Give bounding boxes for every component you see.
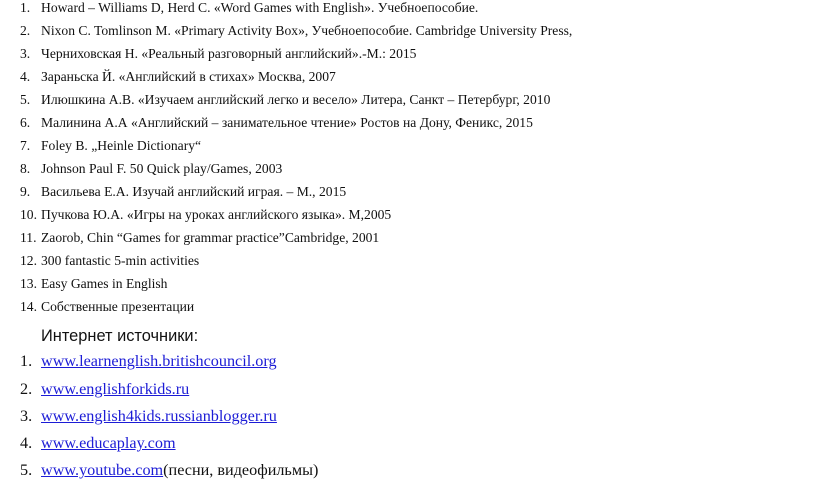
link-learnenglish[interactable]: www.learnenglish.britishcouncil.org — [41, 352, 277, 370]
link-number: 4. — [20, 434, 33, 452]
item-number: 4. — [20, 69, 31, 84]
item-text: Foley B. „Heinle Dictionary“ — [41, 138, 202, 153]
link-youtube[interactable]: www.youtube.com — [41, 461, 164, 479]
item-number: 12. — [20, 253, 37, 268]
item-number: 7. — [20, 138, 31, 153]
item-number: 2. — [20, 23, 31, 38]
internet-sources-heading: Интернет источники: — [41, 327, 199, 345]
item-number: 11. — [20, 230, 37, 245]
link-number: 2. — [20, 380, 33, 398]
item-text: Малинина А.А «Английский – занимательное чтение» Ростов на Дону, Феникс, 2015 — [41, 115, 533, 130]
link-number: 3. — [20, 407, 33, 425]
item-text: Easy Games in English — [41, 276, 168, 291]
item-number: 8. — [20, 161, 31, 176]
item-text: Зараньска Й. «Английский в стихах» Москва, 2007 — [41, 69, 336, 84]
item-number: 13. — [20, 276, 37, 291]
item-number: 3. — [20, 46, 31, 61]
item-number: 5. — [20, 92, 31, 107]
item-number: 1. — [20, 0, 31, 15]
item-number: 9. — [20, 184, 31, 199]
item-text: Васильева Е.А. Изучай английский играя. – М., 2015 — [41, 184, 347, 199]
item-text: 300 fantastic 5-min activities — [41, 253, 200, 268]
item-text: Черниховская Н. «Реальный разговорный английский».-М.: 2015 — [41, 46, 417, 61]
link-englishforkids[interactable]: www.englishforkids.ru — [41, 380, 190, 398]
item-number: 14. — [20, 299, 37, 314]
link-number: 1. — [20, 352, 33, 370]
item-text: Собственные презентации — [41, 299, 195, 314]
link-english4kids[interactable]: www.english4kids.russianblogger.ru — [41, 407, 277, 425]
item-text: Johnson Paul F. 50 Quick play/Games, 2003 — [41, 161, 283, 176]
item-text: Howard – Williams D, Herd C. «Word Games with English». Учебноепособие. — [41, 0, 479, 15]
item-text: Nixon C. Tomlinson M. «Primary Activity Box», Учебноепособие. Cambridge University Press, — [41, 23, 573, 38]
link-note: (песни, видеофильмы) — [163, 461, 319, 479]
item-number: 10. — [20, 207, 37, 222]
item-text: Илюшкина А.В. «Изучаем английский легко и весело» Литера, Санкт – Петербург, 2010 — [41, 92, 551, 107]
item-number: 6. — [20, 115, 31, 130]
item-text: Пучкова Ю.А. «Игры на уроках английского языка». М,2005 — [41, 207, 392, 222]
item-text: Zaorob, Chin “Games for grammar practice”Cambridge, 2001 — [41, 230, 380, 245]
link-educaplay[interactable]: www.educaplay.com — [41, 434, 176, 452]
link-number: 5. — [20, 461, 33, 479]
